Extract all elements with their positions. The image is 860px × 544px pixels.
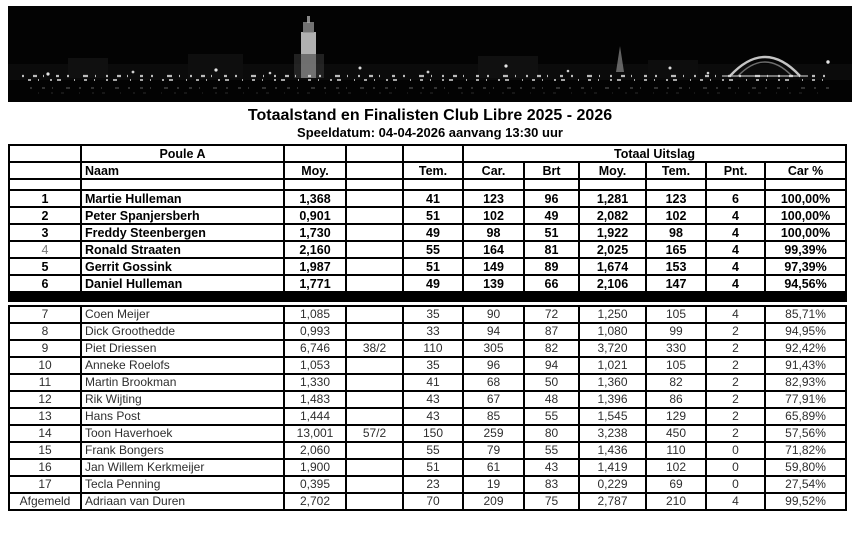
table-row <box>9 323 846 340</box>
table-row <box>9 258 846 275</box>
cell-rank: 6 <box>9 275 81 292</box>
cell-name: Martin Brookman <box>81 374 284 391</box>
column-header-row <box>9 162 846 179</box>
cell-pnt: 2 <box>706 391 765 408</box>
table-row <box>9 493 846 510</box>
cell-name: Frank Bongers <box>81 442 284 459</box>
cell-car: 94 <box>463 323 524 340</box>
cell-pnt: 4 <box>706 493 765 510</box>
cell-handicap: 38/2 <box>346 340 403 357</box>
cell-moy: 1,444 <box>284 408 346 425</box>
cell-name: Toon Haverhoek <box>81 425 284 442</box>
cell-pnt: 4 <box>706 306 765 323</box>
cell-car: 19 <box>463 476 524 493</box>
cell-brt: 51 <box>524 224 579 241</box>
cell-handicap <box>346 323 403 340</box>
cell-name: Jan Willem Kerkmeijer <box>81 459 284 476</box>
cell-brt: 72 <box>524 306 579 323</box>
cell-handicap <box>346 391 403 408</box>
cell-moy-totaal: 3,238 <box>579 425 646 442</box>
cell-tem-totaal: 129 <box>646 408 706 425</box>
table-row <box>9 207 846 224</box>
col-header-car-pct: Car % <box>765 162 846 179</box>
cell-moy-totaal: 1,674 <box>579 258 646 275</box>
skyline-photo-graphic <box>8 6 852 102</box>
cell-handicap <box>346 408 403 425</box>
col-header-handicap <box>346 162 403 179</box>
cell-moy-totaal: 2,025 <box>579 241 646 258</box>
empty-spacer-row <box>9 179 846 190</box>
cell-brt: 50 <box>524 374 579 391</box>
cell-car: 149 <box>463 258 524 275</box>
cell-handicap <box>346 224 403 241</box>
cell-name: Martie Hulleman <box>81 190 284 207</box>
cell-car-pct: 99,39% <box>765 241 846 258</box>
cell-name: Freddy Steenbergen <box>81 224 284 241</box>
header-blank <box>403 145 463 162</box>
cell-car: 96 <box>463 357 524 374</box>
cell-car-pct: 92,42% <box>765 340 846 357</box>
cell-handicap <box>346 476 403 493</box>
cell-car-pct: 57,56% <box>765 425 846 442</box>
cell-pnt: 0 <box>706 442 765 459</box>
cell-handicap <box>346 493 403 510</box>
cell-tem: 51 <box>403 207 463 224</box>
cell-pnt: 2 <box>706 323 765 340</box>
cell-moy-totaal: 1,080 <box>579 323 646 340</box>
cell-rank: 17 <box>9 476 81 493</box>
cell-rank: 11 <box>9 374 81 391</box>
header-blank <box>346 145 403 162</box>
cell-handicap: 57/2 <box>346 425 403 442</box>
cell-moy: 0,395 <box>284 476 346 493</box>
cell-tem: 51 <box>403 258 463 275</box>
cell-car: 67 <box>463 391 524 408</box>
cell-moy: 1,730 <box>284 224 346 241</box>
cell-moy: 1,771 <box>284 275 346 292</box>
cell-handicap <box>346 207 403 224</box>
cell-car-pct: 85,71% <box>765 306 846 323</box>
cell-moy: 13,001 <box>284 425 346 442</box>
cell-tem: 49 <box>403 275 463 292</box>
cell-handicap <box>346 275 403 292</box>
cell-pnt: 0 <box>706 459 765 476</box>
cell-brt: 96 <box>524 190 579 207</box>
cell-brt: 55 <box>524 408 579 425</box>
cell-moy-totaal: 3,720 <box>579 340 646 357</box>
cell-handicap <box>346 459 403 476</box>
cell-tem-totaal: 86 <box>646 391 706 408</box>
col-header-car: Car. <box>463 162 524 179</box>
cell-tem-totaal: 123 <box>646 190 706 207</box>
table-row <box>9 357 846 374</box>
header-blank <box>284 145 346 162</box>
cell-moy: 1,483 <box>284 391 346 408</box>
cell-handicap <box>346 241 403 258</box>
cell-car: 164 <box>463 241 524 258</box>
cell-brt: 55 <box>524 442 579 459</box>
cell-tem-totaal: 105 <box>646 306 706 323</box>
play-date-subtitle: Speeldatum: 04-04-2026 aanvang 13:30 uur <box>297 125 563 140</box>
cell-moy-totaal: 1,396 <box>579 391 646 408</box>
cell-moy: 1,330 <box>284 374 346 391</box>
cell-tem-totaal: 330 <box>646 340 706 357</box>
cell-car-pct: 71,82% <box>765 442 846 459</box>
cell-rank: 13 <box>9 408 81 425</box>
cell-name: Gerrit Gossink <box>81 258 284 275</box>
cell-tem: 41 <box>403 190 463 207</box>
cell-car-pct: 100,00% <box>765 224 846 241</box>
cell-moy: 1,368 <box>284 190 346 207</box>
cell-tem: 51 <box>403 459 463 476</box>
cell-moy: 0,901 <box>284 207 346 224</box>
cell-moy-totaal: 0,229 <box>579 476 646 493</box>
cell-tem: 43 <box>403 408 463 425</box>
cell-tem-totaal: 102 <box>646 459 706 476</box>
cell-moy-totaal: 1,281 <box>579 190 646 207</box>
cell-moy-totaal: 2,082 <box>579 207 646 224</box>
cell-brt: 49 <box>524 207 579 224</box>
cell-rank: 10 <box>9 357 81 374</box>
cell-brt: 66 <box>524 275 579 292</box>
cell-car: 209 <box>463 493 524 510</box>
cell-moy-totaal: 2,787 <box>579 493 646 510</box>
cell-rank: 14 <box>9 425 81 442</box>
cell-pnt: 4 <box>706 207 765 224</box>
cell-tem-totaal: 105 <box>646 357 706 374</box>
cell-name: Tecla Penning <box>81 476 284 493</box>
cell-tem: 55 <box>403 442 463 459</box>
cell-tem: 33 <box>403 323 463 340</box>
cell-car-pct: 94,56% <box>765 275 846 292</box>
cell-rank: 8 <box>9 323 81 340</box>
cell-tem-totaal: 98 <box>646 224 706 241</box>
header-poule: Poule A <box>81 145 284 162</box>
cell-rank: Afgemeld <box>9 493 81 510</box>
cell-tem: 70 <box>403 493 463 510</box>
table-row <box>9 408 846 425</box>
cell-pnt: 4 <box>706 275 765 292</box>
cell-tem: 55 <box>403 241 463 258</box>
cell-pnt: 2 <box>706 340 765 357</box>
cell-rank: 3 <box>9 224 81 241</box>
col-header-pnt: Pnt. <box>706 162 765 179</box>
separator-section <box>9 292 846 306</box>
group-header-row <box>9 145 846 162</box>
skyline-photo <box>8 6 852 102</box>
cell-pnt: 0 <box>706 476 765 493</box>
cell-tem: 150 <box>403 425 463 442</box>
header-totaal-uitslag: Totaal Uitslag <box>463 145 846 162</box>
cell-brt: 81 <box>524 241 579 258</box>
header-blank <box>9 145 81 162</box>
cell-pnt: 4 <box>706 224 765 241</box>
standings-table <box>8 144 847 511</box>
cell-car: 305 <box>463 340 524 357</box>
table-row <box>9 374 846 391</box>
cell-tem: 110 <box>403 340 463 357</box>
cell-brt: 94 <box>524 357 579 374</box>
cell-car-pct: 100,00% <box>765 190 846 207</box>
cell-moy-totaal: 1,545 <box>579 408 646 425</box>
cell-tem: 41 <box>403 374 463 391</box>
cell-car: 102 <box>463 207 524 224</box>
cell-car-pct: 77,91% <box>765 391 846 408</box>
cell-moy: 1,053 <box>284 357 346 374</box>
cell-rank: 1 <box>9 190 81 207</box>
col-header-tem: Tem. <box>403 162 463 179</box>
cell-brt: 48 <box>524 391 579 408</box>
cell-tem-totaal: 147 <box>646 275 706 292</box>
cell-car: 68 <box>463 374 524 391</box>
cell-pnt: 2 <box>706 357 765 374</box>
cell-brt: 82 <box>524 340 579 357</box>
col-header-rank <box>9 162 81 179</box>
cell-brt: 83 <box>524 476 579 493</box>
table-row <box>9 459 846 476</box>
table-row <box>9 425 846 442</box>
col-header-tem-totaal: Tem. <box>646 162 706 179</box>
cell-moy-totaal: 1,360 <box>579 374 646 391</box>
cell-moy: 2,060 <box>284 442 346 459</box>
table-row <box>9 241 846 258</box>
cell-car: 123 <box>463 190 524 207</box>
cell-tem-totaal: 82 <box>646 374 706 391</box>
cell-name: Dick Groothedde <box>81 323 284 340</box>
cell-name: Rik Wijting <box>81 391 284 408</box>
cell-moy: 2,160 <box>284 241 346 258</box>
cell-brt: 80 <box>524 425 579 442</box>
cell-rank: 4 <box>9 241 81 258</box>
other-players-section <box>9 306 846 510</box>
cell-name: Daniel Hulleman <box>81 275 284 292</box>
cell-moy: 1,987 <box>284 258 346 275</box>
cell-rank: 15 <box>9 442 81 459</box>
cell-pnt: 2 <box>706 425 765 442</box>
cell-rank: 5 <box>9 258 81 275</box>
cell-rank: 12 <box>9 391 81 408</box>
cell-car: 79 <box>463 442 524 459</box>
cell-name: Ronald Straaten <box>81 241 284 258</box>
cell-moy-totaal: 1,436 <box>579 442 646 459</box>
cell-name: Coen Meijer <box>81 306 284 323</box>
cell-moy: 1,900 <box>284 459 346 476</box>
cell-car: 85 <box>463 408 524 425</box>
cell-name: Piet Driessen <box>81 340 284 357</box>
cell-moy-totaal: 1,922 <box>579 224 646 241</box>
table-row <box>9 391 846 408</box>
cell-name: Adriaan van Duren <box>81 493 284 510</box>
cell-tem-totaal: 102 <box>646 207 706 224</box>
cell-car-pct: 59,80% <box>765 459 846 476</box>
cell-handicap <box>346 306 403 323</box>
cell-car-pct: 100,00% <box>765 207 846 224</box>
cell-rank: 16 <box>9 459 81 476</box>
cell-handicap <box>346 190 403 207</box>
cell-tem-totaal: 110 <box>646 442 706 459</box>
black-separator-band <box>9 292 846 301</box>
cell-tem-totaal: 69 <box>646 476 706 493</box>
cell-car-pct: 94,95% <box>765 323 846 340</box>
cell-handicap <box>346 442 403 459</box>
cell-rank: 7 <box>9 306 81 323</box>
cell-name: Anneke Roelofs <box>81 357 284 374</box>
cell-rank: 9 <box>9 340 81 357</box>
cell-moy: 2,702 <box>284 493 346 510</box>
table-row <box>9 476 846 493</box>
cell-tem: 23 <box>403 476 463 493</box>
cell-moy-totaal: 2,106 <box>579 275 646 292</box>
cell-car-pct: 97,39% <box>765 258 846 275</box>
cell-moy: 0,993 <box>284 323 346 340</box>
cell-brt: 87 <box>524 323 579 340</box>
cell-brt: 43 <box>524 459 579 476</box>
cell-pnt: 2 <box>706 408 765 425</box>
col-header-moy-totaal: Moy. <box>579 162 646 179</box>
cell-tem: 35 <box>403 306 463 323</box>
col-header-moy: Moy. <box>284 162 346 179</box>
cell-pnt: 4 <box>706 258 765 275</box>
cell-car: 90 <box>463 306 524 323</box>
cell-brt: 75 <box>524 493 579 510</box>
cell-name: Hans Post <box>81 408 284 425</box>
cell-tem: 43 <box>403 391 463 408</box>
cell-tem-totaal: 450 <box>646 425 706 442</box>
cell-tem-totaal: 99 <box>646 323 706 340</box>
cell-pnt: 2 <box>706 374 765 391</box>
cell-handicap <box>346 374 403 391</box>
cell-moy: 1,085 <box>284 306 346 323</box>
cell-moy-totaal: 1,419 <box>579 459 646 476</box>
cell-car-pct: 91,43% <box>765 357 846 374</box>
col-header-naam: Naam <box>81 162 284 179</box>
cell-brt: 89 <box>524 258 579 275</box>
cell-car: 139 <box>463 275 524 292</box>
cell-moy-totaal: 1,021 <box>579 357 646 374</box>
cell-handicap <box>346 357 403 374</box>
cell-pnt: 6 <box>706 190 765 207</box>
cell-car: 98 <box>463 224 524 241</box>
cell-car-pct: 82,93% <box>765 374 846 391</box>
table-row <box>9 190 846 207</box>
finalists-section <box>9 190 846 292</box>
cell-moy: 6,746 <box>284 340 346 357</box>
table-row <box>9 340 846 357</box>
cell-car: 61 <box>463 459 524 476</box>
cell-car: 259 <box>463 425 524 442</box>
table-row <box>9 306 846 323</box>
col-header-brt: Brt <box>524 162 579 179</box>
cell-pnt: 4 <box>706 241 765 258</box>
cell-rank: 2 <box>9 207 81 224</box>
cell-name: Peter Spanjersberh <box>81 207 284 224</box>
cell-moy-totaal: 1,250 <box>579 306 646 323</box>
cell-tem: 35 <box>403 357 463 374</box>
cell-tem-totaal: 153 <box>646 258 706 275</box>
page-title: Totaalstand en Finalisten Club Libre 2025 - 2026 <box>247 107 613 124</box>
cell-tem: 49 <box>403 224 463 241</box>
cell-handicap <box>346 258 403 275</box>
cell-car-pct: 27,54% <box>765 476 846 493</box>
table-row <box>9 275 846 292</box>
cell-tem-totaal: 210 <box>646 493 706 510</box>
cell-tem-totaal: 165 <box>646 241 706 258</box>
table-row <box>9 442 846 459</box>
cell-car-pct: 99,52% <box>765 493 846 510</box>
cell-car-pct: 65,89% <box>765 408 846 425</box>
table-row <box>9 224 846 241</box>
